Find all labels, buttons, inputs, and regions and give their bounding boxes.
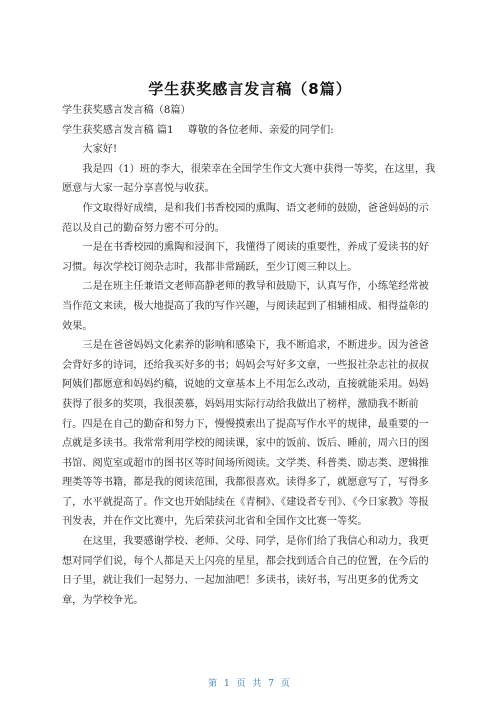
salutation: 尊敬的各位老师、亲爱的同学们: [187,124,334,136]
paragraph: 大家好! [82,144,118,156]
section-head-line [62,121,438,141]
paragraph: 作文取得好成绩，是和我们书香校园的熏陶、语文老师的鼓励，爸爸妈妈的示范以及自己的勤奋努力密不可分的。 [62,202,429,234]
paragraph: 三是在爸爸妈妈文化素养的影响和感染下，我不断追求，不断进步。因为爸爸会背好多的诗词，还给我买好多的书；妈妈会写好多文章，一些报社杂志社的叔叔阿姨们都愿意和妈妈约稿，说她的文章基本上不用怎么改动，直接就能采用。妈妈获得了很多的奖项，我很羡慕，妈妈用实际行动给我做出了榜样，激励我不断前行。四是在自己的勤奋和努力下，慢慢摸索出了提高写作水平的规律，最重要的一点就是多读书。我常常利用学校的阅读课，家中的饭前、饭后、睡前，周六日的图书馆、阅览室或超市的图书区等时间场所阅读。文学类、科普类、励志类、逻辑推理类等等书籍，都是我的阅读范围，我都很喜欢。读得多了，就愿意写了，写得多了，水平就提高了。作文也开始陆续在《青桐》、《建设者专刊》、《今日家教》等报刊发表，并在作文比赛中，先后荣获河北省和全国作文比赛一等奖。 [62,340,429,528]
paragraph: 在这里，我要感谢学校、老师、父母、同学，是你们给了我信心和动力，我更想对同学们说，每个人都是天上闪亮的星星，都会找到适合自己的位置，在今后的日子里，就让我们一起努力、一起加油吧！多读书，读好书，写出更多的优秀文章，为学校争光。 [62,536,429,606]
section-heading: 学生获奖感言发言稿 篇1 [62,124,174,136]
page-number: 第 1 页 共 7 页 [208,679,292,689]
document-body [62,101,438,610]
paragraph: 一是在书香校园的熏陶和浸润下，我懂得了阅读的重要性，养成了爱读书的好习惯。每次学校订阅杂志时，我都非常踊跃，至少订阅三种以上。 [62,242,429,273]
document-subtitle: 学生获奖感言发言稿（8篇） [62,105,191,116]
paragraph: 我是四（1）班的李大，很荣幸在全国学生作文大赛中获得一等奖，在这里，我愿意与大家一起分享喜悦与收获。 [62,163,436,195]
document-title: 学生获奖感言发言稿（8篇） [148,80,352,98]
paragraph: 二是在班主任兼语文老师高静老师的教导和鼓励下，认真写作，小练笔经常被当作范文来读，极大地提高了我的写作兴趣，与阅读起到了相辅相成、相得益彰的效果。 [62,281,429,332]
